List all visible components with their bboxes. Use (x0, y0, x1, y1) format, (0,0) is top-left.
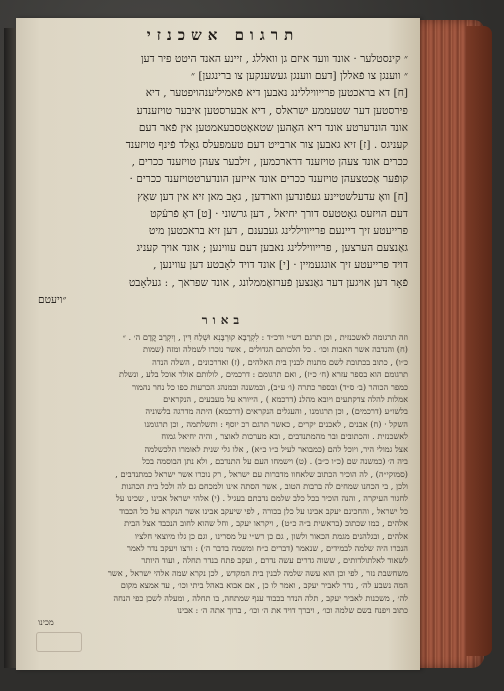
commentary-line: משחשבת נזר , לפי וכן הוא עשה שלמה לבנין בית המקדש , לכן נקרא שמה אלהי ישראל , אשר (107, 567, 408, 578)
text-line: ״ ווענגן צו פֿאללן [דעם ווענגן געשענקען צו ברינגען] ״ (190, 70, 408, 83)
commentary-text (38, 331, 408, 629)
commentary-line: תרגומם הוא בספר עזרא (ח׳ כ״ז) , ואם תרגומם : דרכמים , לולותם אולר אוכל בלע , ונשלת (119, 369, 408, 380)
commentary-line: כמפר הכוהר (ב׳ ס״ד) ובספר כתרה (ו׳ ע״ב), ובמשנה ובמנהג הכרעות כפו כל נחר נהמור (131, 381, 408, 392)
catchword: מכינו (38, 617, 54, 628)
commentary-line: אצל גמולי היר, ויוכל להם (כמבואר לעיל כ״ו כ״א) , אלו גלי שנית לאומרו הלכשלמה (144, 443, 408, 454)
text-line: קופֿער אַכטצעהן טויזענד ככרים אונד אייזען הונדערטטויזענד ככרים · (129, 173, 408, 186)
text-line: פֿאָר דען אויגען דער גאַנצען פֿערזאַממלונג , אונד שפראך , : געלאָבט (128, 276, 408, 289)
commentary-line: (ח) והנדבה אשר האבות וכו׳ . כל הלכותם הגדולים , אשר נוכרו לשמלה ומזה (שמות (142, 344, 408, 355)
text-line: פירסטען דער שטעממע ישראלס , דיא אבערסטען איבער טויזענדע (136, 104, 408, 117)
page-content (38, 26, 408, 660)
running-head: תרגום אשכנזי (146, 26, 300, 44)
commentary-line: לשאוד לאלתולדותים , ששוה גדרים עשה נדרם , ועקב פתח בנדר תחלה , ועוד היותר (141, 555, 408, 566)
commentary-line: ביה ה׳ (כמשנה שם (כ״ו כ״ב) . (ט) וישמחו העם על התנדבם , ולא נתן הבוסמה בכל (142, 456, 408, 467)
commentary-line: כתוב ויפנח בשם שלמה וכו׳ , ויברך דויד את ה׳ וכו׳ , ברוך אתה ה׳ : אבינו (177, 604, 408, 615)
commentary-line: ולכן , בי הכחנו שמחים לה ברבות הטוב , אשר הסתה אינו ולמכחם גם לה ולכל בית הכהנות (121, 480, 408, 491)
book-cover (466, 26, 492, 656)
library-stamp (36, 632, 82, 652)
text-line: דויד פרייעטע זיך אונגעמיין · [י] אונד דויד לאָבטע דען עווינען , (153, 259, 408, 272)
text-line: [ח] דא בראכטען פרייוויללינג נאבען דיא פֿאמיליענהויפטער , דיא (145, 87, 408, 100)
commentary-line: לחגור העיקרה , והנה הוכיר בכל כלב שלמם נדבתם בעגיל . (י) אלהי ישראל אבינו , שכינו על (115, 493, 408, 504)
commentary-line: לאשכנזית . והכתובים ובר מהמתנדבים , ובא מערכות לאוצר , והיה יחיאל גמוח (161, 431, 408, 442)
commentary-line: וזה תרגומה לאשכנזית , וכן תרגם רש״י ודכ״ד : לִקְרָבָא קוּרְבָּנִא וּשְׁלַח דִּין , וְיִקְרַב קֳדָם ה׳ . ״ (122, 332, 408, 343)
commentary-line: כל ישראל , והחכינם יעקב אבינו על כלן בכורה , לפי שיעקב אבינו אשר הנקרא על כל הכבוד (119, 505, 408, 516)
commentary-line: לה׳ , משכנות לאביר יעקב , תלה הנדר בכבוד ענף שמתחה, בו תחלה , ומעלה לשכן כפי הנחה (113, 592, 408, 603)
commentary-line: כ״ו) , כתוב בכתובת לשם מתנות לבנין בית האלהים , (ז) ואדרכונים , השלה הנדה (152, 356, 408, 367)
text-line: דעם הויזעס גאָטטעס דורך יחיאל , דען גרשוני · [ט] דאָ פֿרעֿקט (150, 207, 408, 220)
book-page (16, 18, 420, 670)
commentary-line: המה נשבע לה׳ , נדר לאביר יעקב , ואמר לו כן , אם אבוא באהל ביתי וכו׳ , עד אמצא מקום (120, 580, 408, 591)
commentary-line: אלהים , כמו שכתוב (בראשית ב״ה כ״ט) , ויקראו יעקב , וחל שהוא לחוב הנכבד אצל הבית (124, 518, 408, 529)
text-line: קעניגס . [ז] זיא גאבען צור ארבייט דעם טעמפעלס גאָלד פֿינף טויזענד (125, 139, 408, 152)
commentary-title: באור (201, 313, 245, 328)
commentary-line: אלהים , ובגלהנים מגמת הכאור ולשון , גם כן רש״י על מסרינו , וגם כן גלו מיוצאי חלציו (134, 530, 408, 541)
text-line: ככרים אונד צעהן טויזענד דרארכמען , זילבער צעהן טויזענד ככרים , (131, 156, 408, 169)
text-line: ״ קינסטלער · אונד וועד איזם גן וואללג , זיינע האנד היטט פיר דען (140, 53, 408, 65)
text-line: גאַנצעם הערצען , פרייוויללינג נאבען דעם עווינען ; אונד אויך קעניג (136, 242, 408, 255)
main-text (38, 51, 408, 309)
text-line: פרייעטע זיך דיינעם פרייוויללינג געבענם , דען זיא בראכטען מיט (148, 225, 408, 238)
commentary-line: השקל · (ח) אבנים , לאכנים יקרים , כאשר תרגם רכ יוסף : ותשלתמה , וכן תרגומנו (144, 418, 408, 429)
commentary-line: בלשו״ע (דרכמים) , וכן תרגומנו , והעגלים הנקראים (דרכמא) היתה מדרגה בלשוניה (145, 406, 408, 417)
text-line: [ח] וואָ עדעלשטיינע געפֿונדען ווארדען , גאָב מאן זיא אין דען שאַץ (137, 190, 408, 203)
commentary-line: הנכרו היה שלמה לבמידים , שנאמר (דברים כ״ח ומשמה בדבר ה׳) : ורצו ויעקב נדר לאמר (126, 542, 408, 553)
catchword: ״ויעטם (38, 293, 67, 306)
text-line: אונד הונדערטע אונד דיא האֶהען שטאאַטסבעאמטען אין פֿאר דעם (138, 121, 408, 134)
commentary-line: (סמוקי״ה) , לה הוכיר הכתוב שלאחוו מדברות עם ישראל , רק נוכרו אשר ישראל כמתנדבים , (115, 468, 408, 479)
commentary-line: אמלות להלה צדקתעים ויובא מהלנ (דרכמא ) , הייורא על מעבעים , הנקראים (163, 394, 408, 405)
